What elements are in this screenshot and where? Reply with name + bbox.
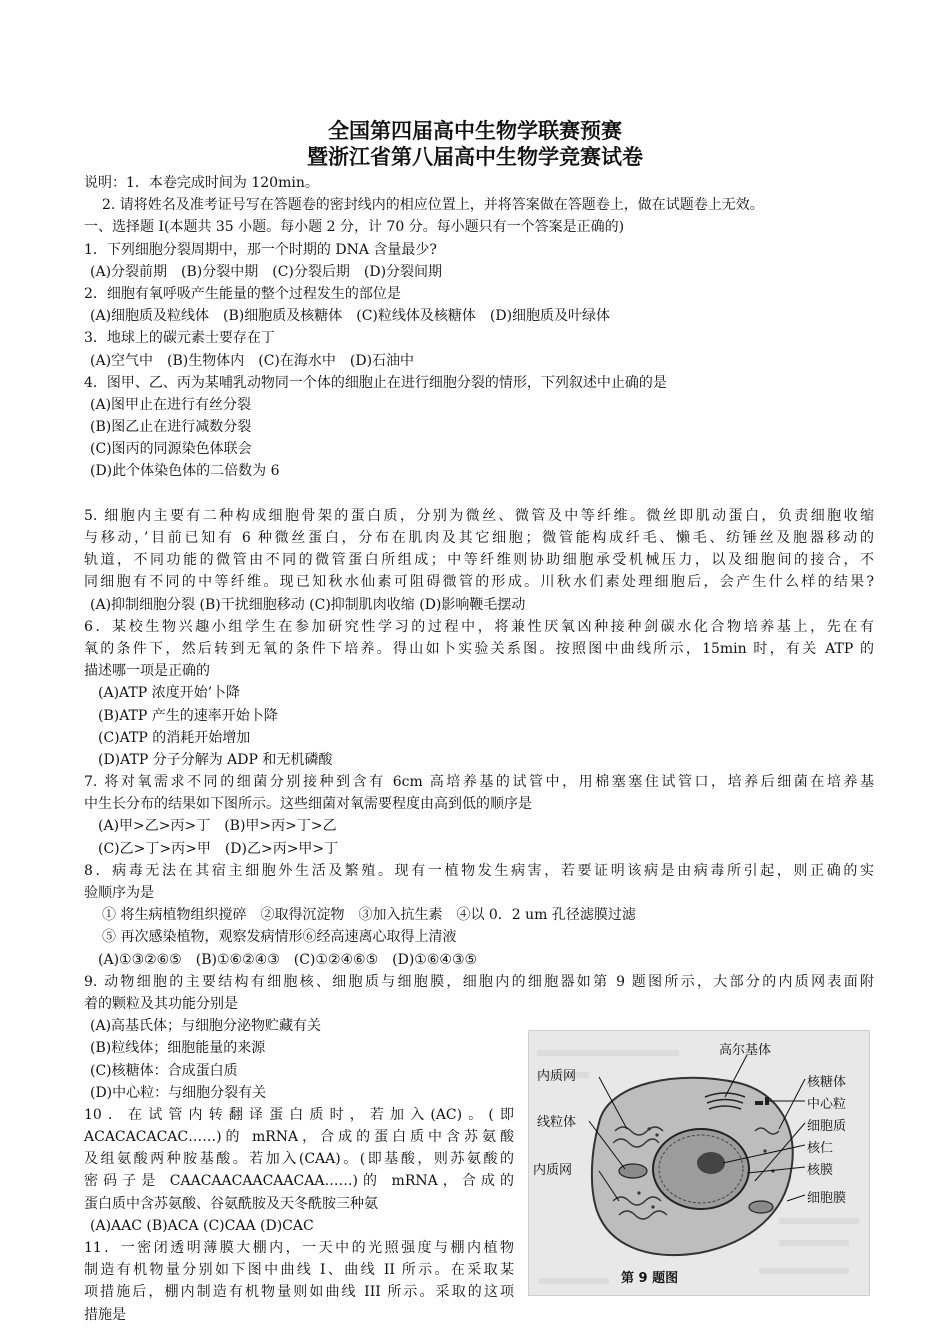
label-nuclear-membrane: 核膜: [807, 1163, 834, 1178]
q11-line3: 项措施后，棚内制造有机物量则如曲线 III 所示。采取的这项: [84, 1284, 514, 1301]
q9-option-b: (B)粒线体；细胞能量的来源: [90, 1040, 266, 1057]
q10-line3: 及组氨酸两种胺基酸。若加入(CAA)。(即基酸，则苏氨酸的: [84, 1151, 514, 1168]
q8-steps-1: ① 将生病植物组织搅碎 ②取得沉淀物 ③加入抗生素 ④以 0．2 um 孔径滤膜过滤: [102, 907, 636, 924]
label-er-top: 内质网: [537, 1069, 577, 1084]
q8-line1: 8．病毒无法在其宿主细胞外生活及繁殖。现有一植物发生病害，若要证明该病是由病毒所引起，则正确的实: [84, 862, 874, 879]
instruction-1: 说明：1．本卷完成时间为 120min。: [84, 175, 319, 191]
spacer: [84, 483, 874, 505]
q6-line2: 氧的条件下，然后转到无氧的条件下培养。得山如卜实验关系图。按照图中曲线所示，15min 时，有关 ATP 的: [84, 640, 874, 657]
q10-options: (A)AAC (B)ACA (C)CAA (D)CAC: [90, 1217, 314, 1234]
q10-line1: 10．在试管内转翻译蛋白质时，若加入(AC)。(即: [84, 1106, 514, 1123]
label-cytoplasm: 细胞质: [807, 1119, 847, 1134]
q5-line4: 同细胞有不同的中等纤维。现已知秋水仙素可阻碍微管的形成。川秋水们素处理细胞后，会产生什么样的结果?: [84, 574, 874, 591]
q7-options-ab: (A)甲>乙>丙>丁 (B)甲>丙>丁>乙: [98, 818, 337, 835]
q9-option-c: (C)核糖体：合成蛋白质: [90, 1062, 238, 1079]
q5-line3: 轨道，不同功能的微管由不同的微管蛋白所组成；中等纤维则协助细胞承受机械压力，以及细胞间的接合，不: [84, 552, 874, 569]
label-ribosome: 核糖体: [807, 1075, 847, 1090]
figure-caption: 第 9 题图: [621, 1271, 679, 1286]
q4-option-a: (A)图甲止在进行有丝分裂: [90, 396, 252, 413]
q8-steps-2: ⑤ 再次感染植物，观察发病情形⑥经高速离心取得上清液: [102, 929, 457, 946]
q5-line1: 5. 细胞内主要有二种构成细胞骨架的蛋白质，分别为微丝、微管及中等纤维。微丝即肌动蛋白，负责细胞收缩: [84, 507, 874, 524]
q9-line1: 9. 动物细胞的主要结构有细胞核、细胞质与细胞膜，细胞内的细胞器如第 9 题图所示，大部分的内质网表面附: [84, 973, 874, 990]
q3-options: (A)空气中 (B)生物体内 (C)在海水中 (D)石油中: [90, 352, 415, 369]
q6-line1: 6．某校生物兴趣小组学生在参加研究性学习的过程中，将兼性厌氧凶种接种剑碳水化合物培养基上，先在有: [84, 618, 874, 635]
q1-options: (A)分裂前期 (B)分裂中期 (C)分裂后期 (D)分裂间期: [90, 263, 443, 280]
q2-options: (A)细胞质及粒线体 (B)细胞质及核糖体 (C)粒线体及核糖体 (D)细胞质及叶绿体: [90, 308, 611, 325]
q10-line4: 密码子是 CAACAACAACAACAA……)的 mRNA，合成的: [84, 1173, 514, 1190]
q9-option-d: (D)中心粒：与细胞分裂有关: [90, 1084, 267, 1101]
q1-stem: 1．下列细胞分裂周期中，那一个时期的 DNA 含量最少?: [84, 241, 437, 258]
q6-line3: 描述哪一项是正确的: [84, 663, 210, 680]
label-centriole: 中心粒: [807, 1097, 847, 1112]
instruction-2: 2. 请将姓名及准考证号写在答题卷的密封线内的相应位置上，并将答案做在答题卷上，做在试题卷上无效。: [102, 197, 764, 214]
exam-title-line2: 暨浙江省第八届高中生物学竞赛试卷: [307, 145, 643, 169]
q11-line4: 措施是: [84, 1306, 126, 1323]
q2-stem: 2．细胞有氧呼吸产生能量的整个过程发生的部位是: [84, 285, 401, 302]
q4-stem: 4．图甲、乙、丙为某哺乳动物同一个体的细胞止在进行细胞分裂的情形，下列叙述中止确的是: [84, 374, 667, 391]
q7-line1: 7. 将对氧需求不同的细菌分别接种到含有 6cm 高培养基的试管中，用棉塞塞住试管口，培养后细菌在培养基: [84, 774, 874, 791]
q6-option-c: (C)ATP 的消耗开始增加: [98, 729, 251, 746]
exam-title-line1: 全国第四届高中生物学联赛预赛: [328, 119, 622, 143]
q8-line2: 验顺序为是: [84, 885, 154, 901]
q4-option-b: (B)图乙止在进行减数分裂: [90, 419, 252, 436]
q3-stem: 3．地球上的碳元素士要存在丁: [84, 330, 275, 347]
q4-option-d: (D)此个体染色体的二倍数为 6: [90, 463, 280, 480]
label-nucleolus: 核仁: [807, 1141, 834, 1156]
q8-options: (A)①③②⑥⑤ (B)①⑥②④③ (C)①②④⑥⑤ (D)①⑥④③⑤: [98, 951, 478, 968]
q10-line2: ACACACACAC……)的 mRNA，合成的蛋白质中含苏氨酸: [84, 1129, 514, 1146]
q10-line5: 蛋白质中含苏氨酸、谷氨酰胺及天冬酰胺三种氨: [84, 1195, 378, 1212]
q9-option-a: (A)高基氏体；与细胞分泌物贮藏有关: [90, 1018, 322, 1035]
label-er-bottom: 内质网: [533, 1163, 573, 1178]
q5-line2: 与移动，’目前已知有 6 种微丝蛋白，分布在肌肉及其它细胞；微管能构成纤毛、懒毛、纺锤丝及胞器移动的: [84, 530, 874, 546]
q7-options-cd: (C)乙>丁>丙>甲 (D)乙>丙>甲>丁: [98, 840, 339, 857]
q6-option-b: (B)ATP 产生的速率开始卜降: [98, 707, 278, 724]
cell-diagram-figure: [528, 1030, 870, 1296]
q11-line1: 11．一密闭透明薄膜大棚内，一天中的光照强度与棚内植物: [84, 1240, 514, 1256]
q11-line2: 制造有机物量分别如下图中曲线 I、曲线 II 所示。在采取某: [84, 1262, 514, 1279]
q4-option-c: (C)图丙的同源染色体联会: [90, 441, 252, 458]
q9-line2: 着的颗粒及其功能分别是: [84, 995, 238, 1012]
label-golgi: 高尔基体: [719, 1043, 772, 1058]
q6-option-a: (A)ATP 浓度开始’卜降: [98, 685, 241, 702]
q5-options: (A)抑制细胞分裂 (B)干扰细胞移动 (C)抑制肌肉收缩 (D)影响鞭毛摆动: [90, 596, 526, 613]
q6-option-d: (D)ATP 分子分解为 ADP 和无机磷酸: [98, 751, 333, 768]
label-cell-membrane: 细胞膜: [807, 1191, 847, 1206]
q7-line2: 中生长分布的结果如下图所示。这些细菌对氧需要程度由高到低的顺序是: [84, 796, 532, 813]
section-heading: 一、选择题 I(本题共 35 小题。每小题 2 分，计 70 分。每小题只有一个答案是正确的): [84, 219, 625, 236]
label-mitochondria: 线粒体: [537, 1115, 577, 1130]
